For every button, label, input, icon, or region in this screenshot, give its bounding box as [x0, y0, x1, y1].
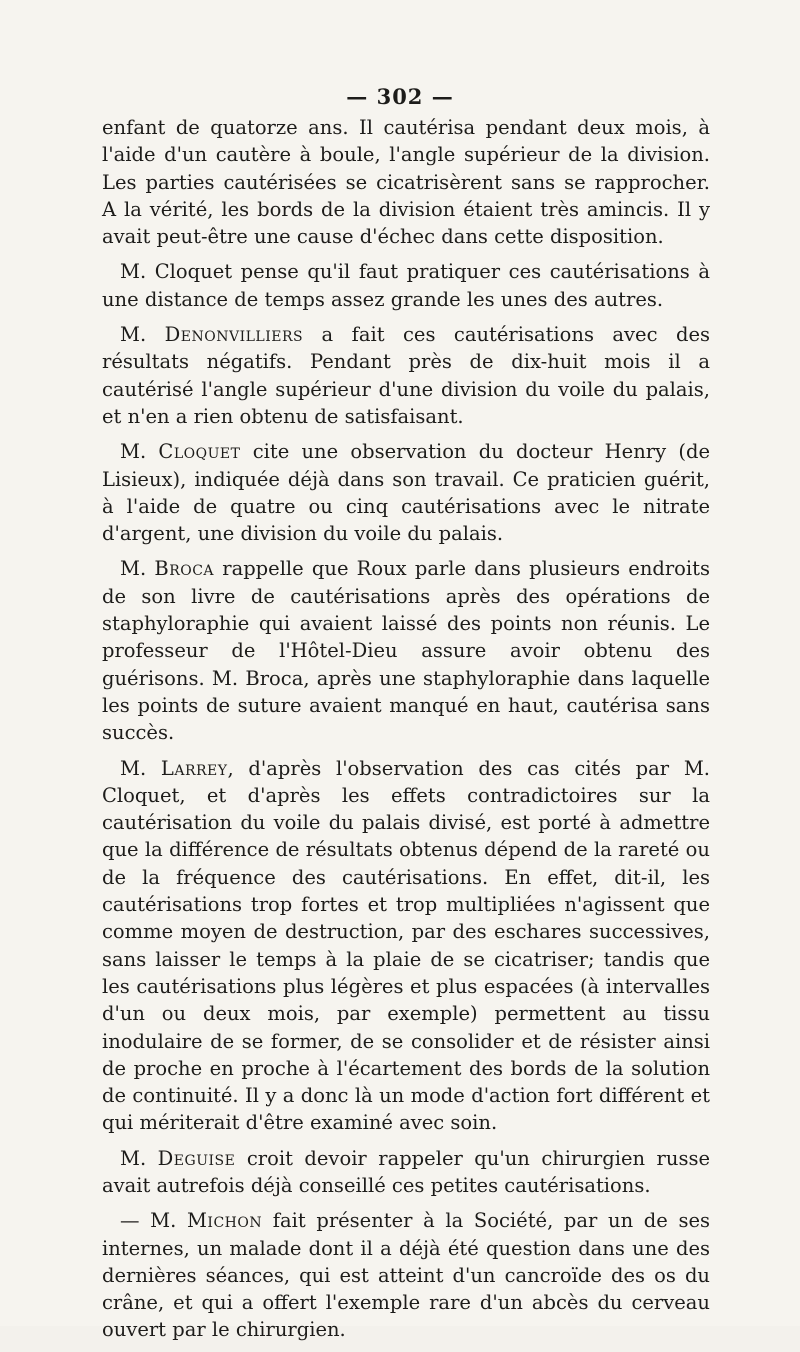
speaker-name: Denonvilliers	[164, 323, 304, 347]
speaker-prefix: M.	[120, 440, 159, 464]
speaker-prefix: M.	[120, 323, 165, 347]
speaker-name: Deguise	[157, 1146, 236, 1170]
paragraph-text: , d'après l'observation des cas cités par M. Cloquet, et d'après les effets contradictoires sur la cautérisation du voile du palais divisé, est porté à admettre que la différence de résultats obtenus dépend de la rareté ou de la fréquence des cautérisations. En effet, dit-il, les cautérisations trop fortes et trop multipliées n'agissent que comme moyen de destruction, par des eschares successives, sans laisser le temps à la plaie de se cicatriser; tandis que les cautérisations plus légères et plus espacées (à intervalles d'un ou deux mois, par exemple) permettent au tissu inodulaire de se former, de se consolider et de résister ainsi de proche en proche à l'écartement des bords de la solution de continuité. Il y a donc là un mode d'action fort différent et qui mériterait d'être examiné avec soin.	[102, 756, 710, 1135]
paragraph-text: fait présenter à la Société, par un de ses internes, un malade dont il a déjà été question dans une des dernières séances, qui est atteint d'un cancroïde des os du crâne, et qui a offert l'exemple rare d'un abcès du cerveau ouvert par le chirurgien.	[102, 1209, 710, 1342]
speaker-prefix: M.	[120, 1146, 158, 1170]
paragraph-text: M. Cloquet pense qu'il faut pratiquer ces cautérisations à une distance de temps assez grande les unes des autres.	[102, 260, 710, 311]
paragraph	[102, 321, 710, 430]
paragraph	[102, 258, 710, 313]
page-number: — 302 —	[346, 84, 454, 109]
paragraph	[102, 555, 710, 746]
paragraph-text: cite une observation du docteur Henry (de Lisieux), indiquée déjà dans son travail. Ce praticien guérit, à l'aide de quatre ou cinq cautérisations avec le nitrate d'argent, une division du voile du palais.	[102, 440, 710, 546]
paragraph	[102, 438, 710, 547]
body-text	[102, 114, 710, 1352]
speaker-name: Cloquet	[158, 440, 241, 464]
speaker-name: Broca	[154, 557, 215, 581]
paragraph-text: enfant de quatorze ans. Il cautérisa pendant deux mois, à l'aide d'un cautère à boule, l'angle supérieur de la division. Les parties cautérisées se cicatrisèrent sans se rapprocher. A la vérité, les bords de la division étaient très amincis. Il y avait peut-être une cause d'échec dans cette disposition.	[102, 116, 710, 249]
paragraph-text: croit devoir rappeler qu'un chirurgien russe avait autrefois déjà conseillé ces petites cautérisations.	[102, 1146, 710, 1197]
paragraph	[102, 1207, 710, 1343]
speaker-name: Michon	[186, 1209, 263, 1233]
speaker-prefix: M.	[120, 756, 161, 780]
speaker-prefix: M.	[120, 557, 155, 581]
paragraph-text: a fait ces cautérisations avec des résultats négatifs. Pendant près de dix-huit mois il a cautérisé l'angle supérieur d'une division du voile du palais, et n'en a rien obtenu de satisfaisant.	[102, 323, 710, 428]
paragraph	[102, 755, 710, 1137]
speaker-prefix: — M.	[120, 1209, 187, 1233]
paragraph	[102, 114, 710, 250]
speaker-name: Larrey	[160, 756, 228, 780]
paragraph-text: rappelle que Roux parle dans plusieurs endroits de son livre de cautérisations après des opérations de staphyloraphie qui avaient laissé des points non réunis. Le professeur de l'Hôtel-Dieu assure avoir obtenu des guérisons. M. Broca, après une staphyloraphie dans laquelle les points de suture avaient manqué en haut, cautérisa sans succès.	[102, 557, 711, 745]
paragraph	[102, 1145, 710, 1200]
